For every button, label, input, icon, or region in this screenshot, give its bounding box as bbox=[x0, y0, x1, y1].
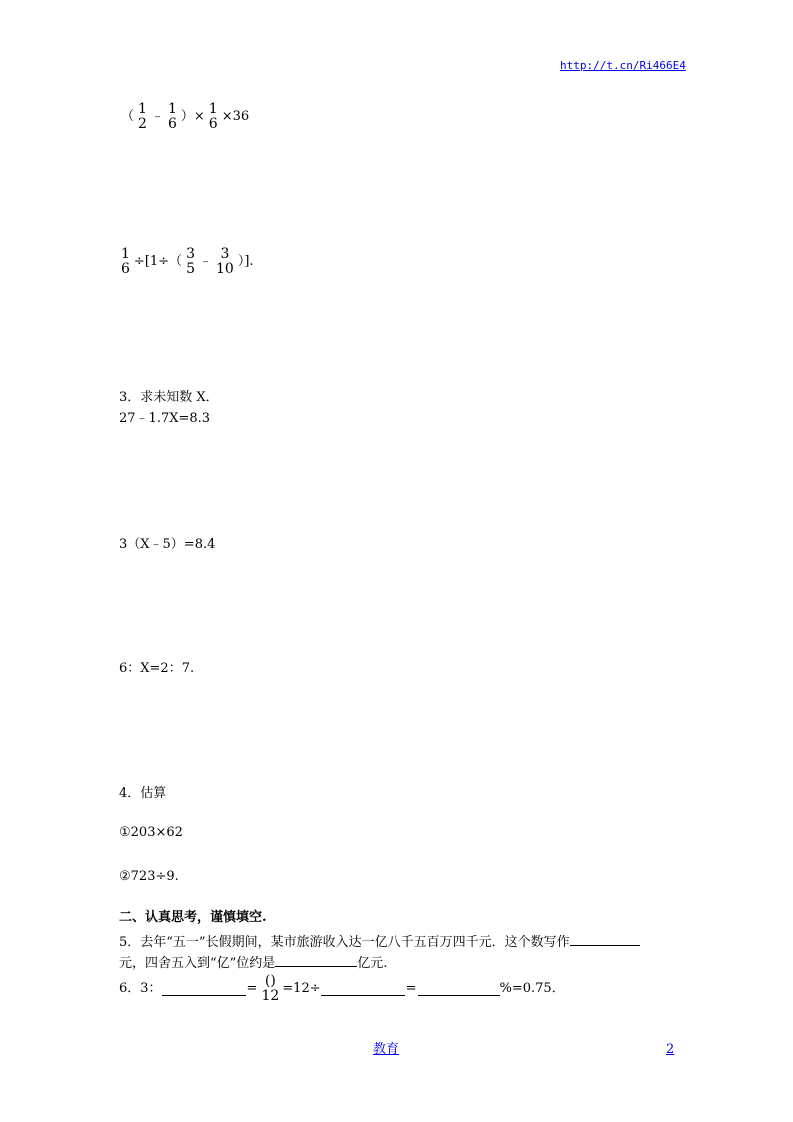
answer-blank[interactable] bbox=[275, 953, 357, 967]
question-6-end: %=0.75． bbox=[499, 981, 565, 996]
question-5-line-2 bbox=[119, 953, 387, 972]
question-5-text: 元，四舍五入到“亿”位约是 bbox=[119, 956, 276, 971]
question-3-equation-2: 3（X﹣5）=8.4 bbox=[119, 537, 216, 552]
answer-blank[interactable] bbox=[418, 982, 500, 996]
numerator: 3 bbox=[220, 246, 230, 262]
denominator: 5 bbox=[186, 261, 195, 277]
question-5-text: 5．去年“五一”长假期间，某市旅游收入达一亿八千五百万四千元．这个数写作 bbox=[119, 935, 570, 950]
minus-sign: ﹣ bbox=[150, 109, 164, 124]
expr2-tail: ）]. bbox=[237, 254, 254, 269]
question-5-text: 亿元. bbox=[357, 956, 388, 971]
answer-blank[interactable] bbox=[321, 982, 405, 996]
numerator: 3 bbox=[186, 246, 195, 262]
page-number: 2 bbox=[666, 1042, 675, 1057]
equals-sign: = bbox=[246, 981, 258, 996]
expr2-mid: ÷[1÷（ bbox=[133, 254, 183, 269]
question-3-title: 3．求未知数 X． bbox=[119, 390, 219, 405]
numerator: 1 bbox=[121, 246, 130, 262]
numerator: 1 bbox=[208, 101, 218, 117]
header-url-link[interactable]: http://t.cn/Ri466E4 bbox=[560, 59, 686, 72]
minus-sign: ﹣ bbox=[198, 254, 212, 269]
fraction bbox=[260, 974, 280, 1004]
expr1-tail: ×36 bbox=[221, 109, 250, 124]
denominator: 2 bbox=[138, 116, 147, 132]
fraction bbox=[137, 102, 148, 132]
denominator: 10 bbox=[216, 261, 234, 277]
question-5-line-1 bbox=[119, 932, 640, 951]
numerator-blank[interactable]: () bbox=[264, 973, 276, 989]
denominator: 6 bbox=[121, 261, 130, 277]
numerator: 1 bbox=[138, 101, 147, 117]
expression-2 bbox=[118, 247, 255, 277]
question-3-equation-3: 6：X=2：7. bbox=[119, 661, 195, 676]
answer-blank[interactable] bbox=[570, 932, 640, 946]
fraction bbox=[120, 247, 131, 277]
question-6-start: 6．3： bbox=[119, 981, 162, 996]
equals-sign: = bbox=[405, 981, 417, 996]
expr1-close: ）× bbox=[180, 109, 205, 124]
fraction bbox=[215, 247, 235, 277]
question-6 bbox=[119, 974, 565, 1004]
question-6-mid: =12÷ bbox=[282, 981, 321, 996]
question-4-title: 4．估算 bbox=[119, 786, 167, 801]
answer-blank[interactable] bbox=[162, 982, 246, 996]
numerator: 1 bbox=[167, 101, 177, 117]
fraction bbox=[185, 247, 196, 277]
fraction bbox=[208, 102, 219, 132]
expr1-open: （ bbox=[121, 109, 135, 124]
expression-1 bbox=[120, 102, 250, 132]
section-2-title: 二、认真思考，谨慎填空. bbox=[119, 910, 267, 925]
denominator: 12 bbox=[261, 988, 280, 1004]
denominator: 6 bbox=[208, 116, 218, 132]
question-3-equation-1: 27﹣1.7X=8.3 bbox=[119, 411, 211, 426]
fraction bbox=[167, 102, 178, 132]
question-4-item-2: ②723÷9. bbox=[119, 869, 179, 884]
denominator: 6 bbox=[167, 116, 177, 132]
question-4-item-1: ①203×62 bbox=[119, 825, 183, 840]
footer-link[interactable]: 教育 bbox=[373, 1042, 400, 1057]
